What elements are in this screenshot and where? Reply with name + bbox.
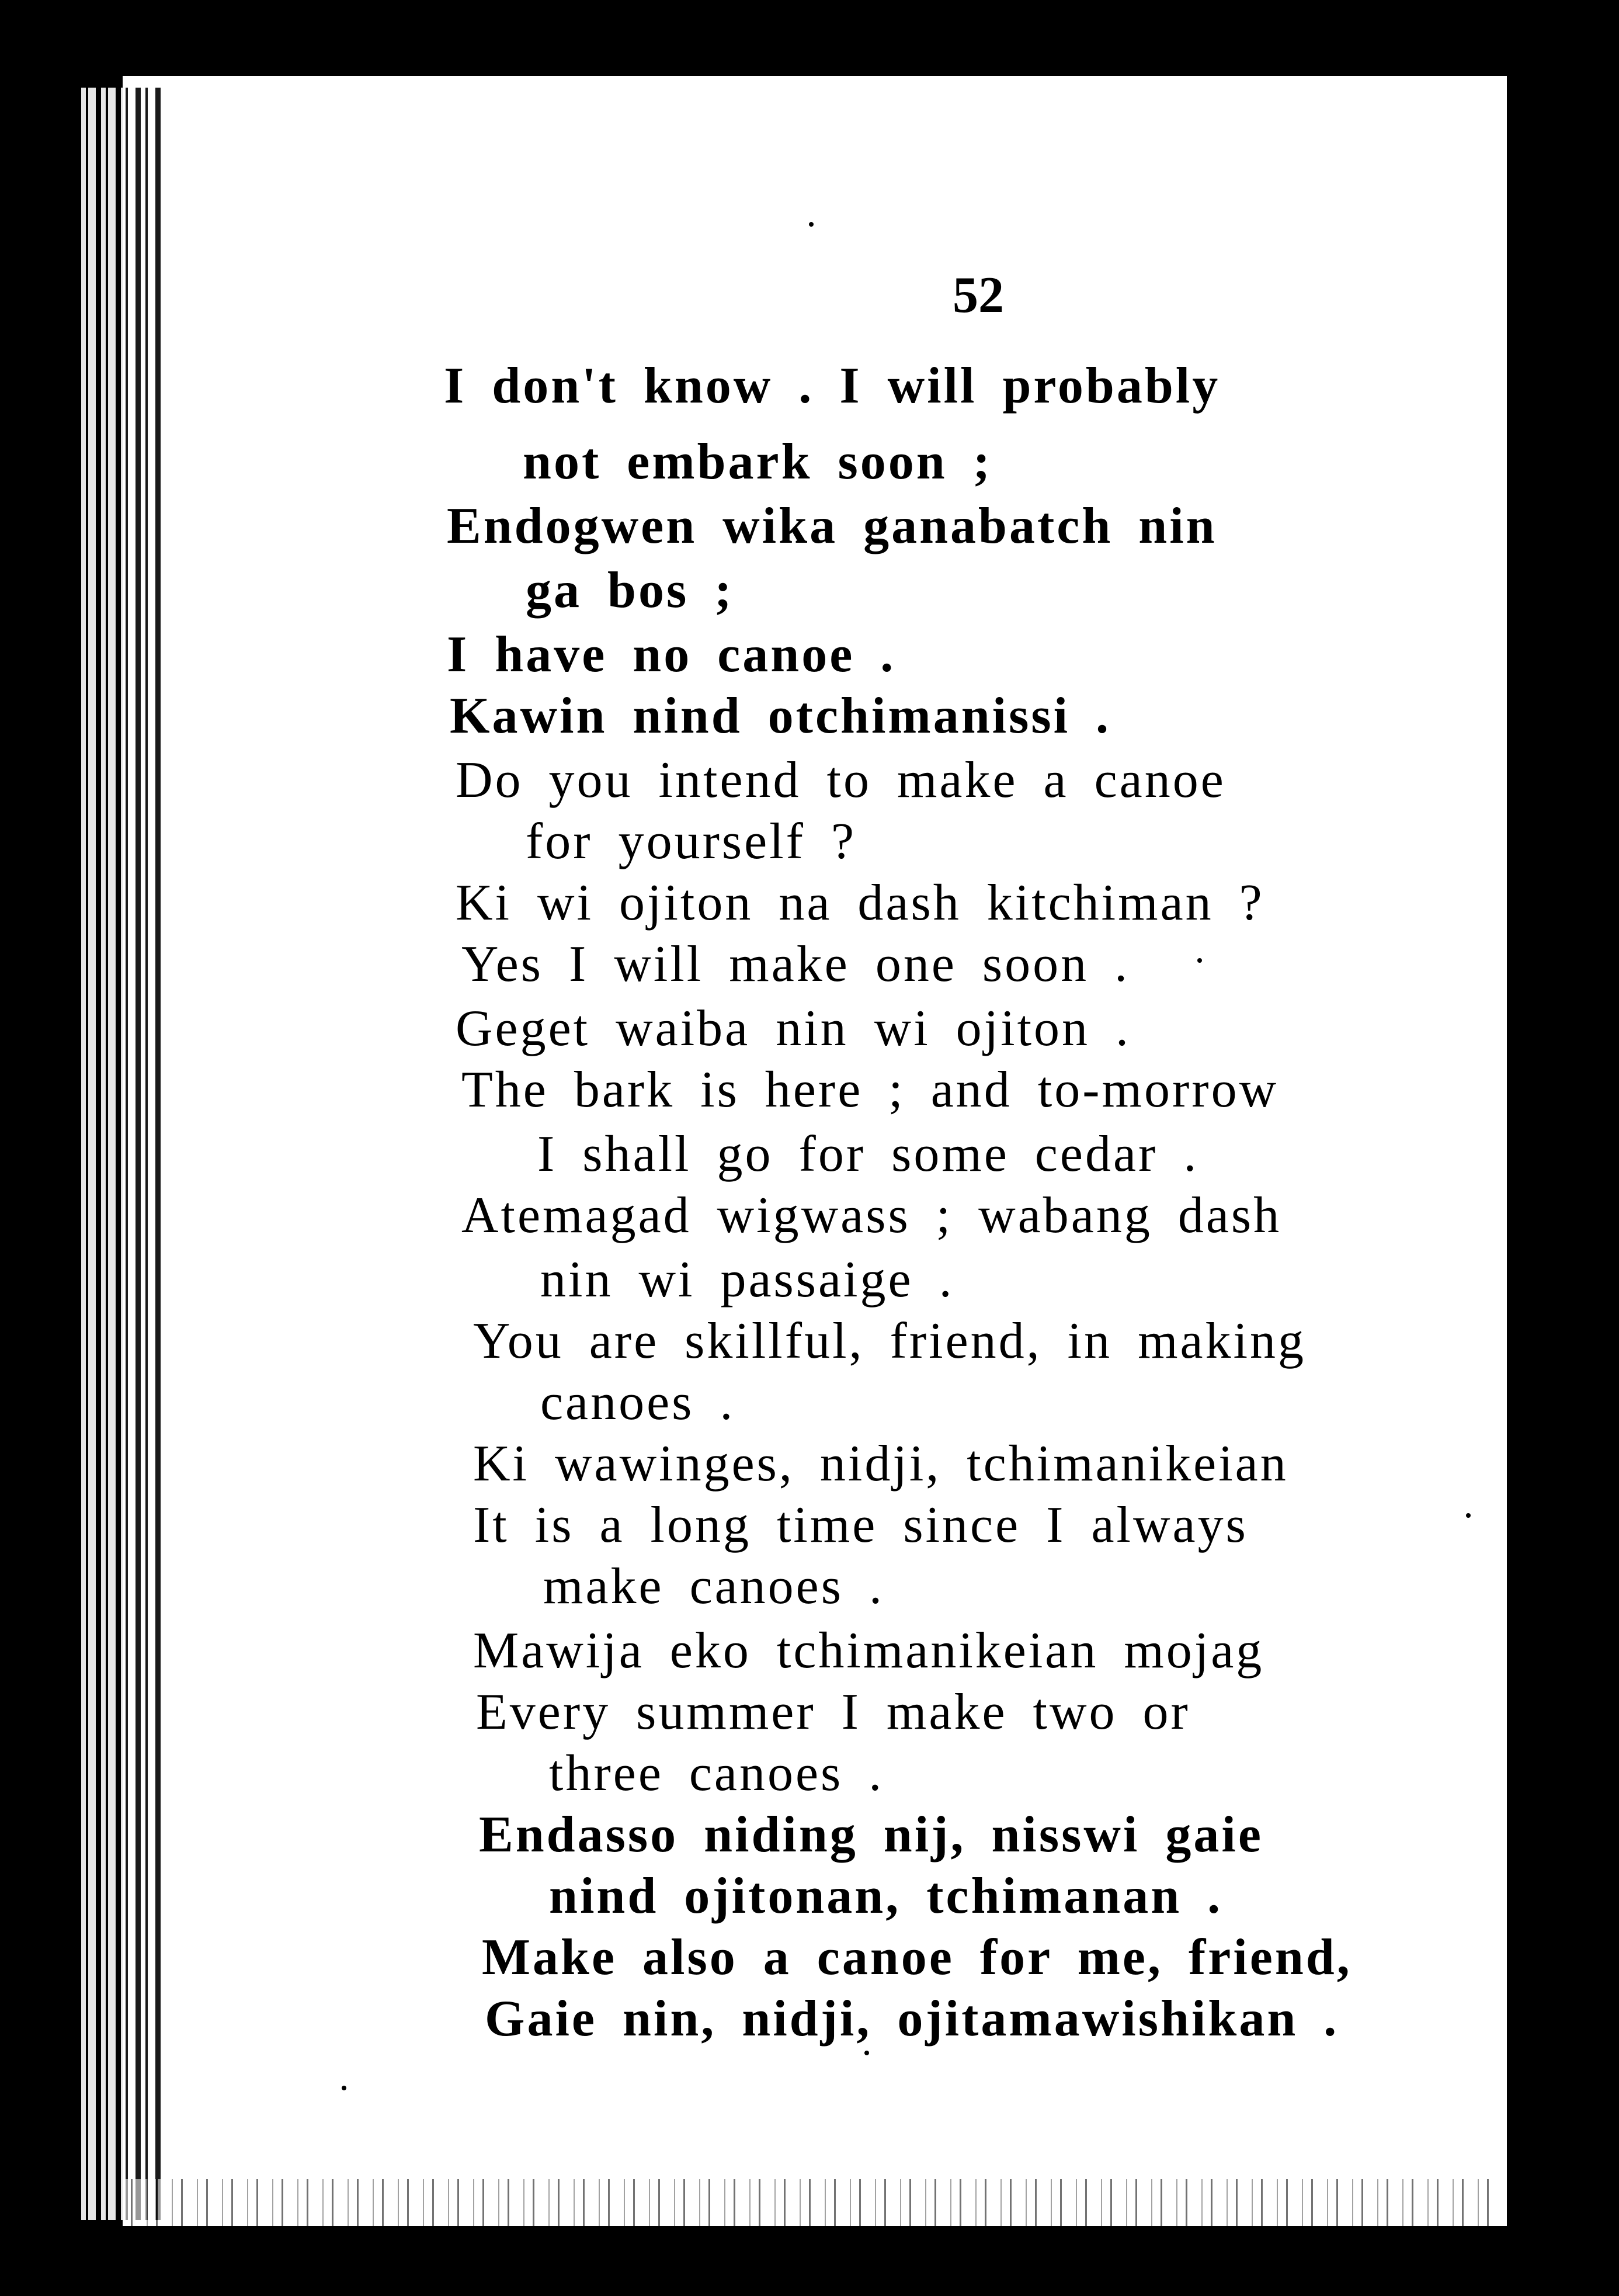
text-line-17: canoes .	[540, 1374, 735, 1431]
text-line-5: I have no canoe .	[447, 626, 896, 683]
text-line-13: I shall go for some cedar .	[537, 1126, 1199, 1182]
page-right-margin	[1501, 76, 1507, 2226]
text-line-16: You are skillful, friend, in making	[473, 1313, 1307, 1369]
text-line-27: Gaie nin, nidji, ojitamawishikan .	[485, 1990, 1339, 2047]
text-line-15: nin wi passaige .	[540, 1251, 954, 1308]
print-speck	[864, 2051, 869, 2055]
text-line-9: Ki wi ojiton na dash kitchiman ?	[456, 875, 1264, 931]
text-line-2: not embark soon ;	[523, 433, 993, 490]
print-speck	[1530, 1665, 1535, 1670]
page-binding-edge	[76, 88, 164, 2220]
text-line-20: make canoes .	[543, 1558, 884, 1615]
text-line-1: I don't know . I will probably	[444, 358, 1221, 414]
text-line-11: Geget waiba nin wi ojiton .	[456, 1000, 1131, 1057]
text-line-3: Endogwen wika ganabatch nin	[447, 498, 1217, 554]
text-line-25: nind ojitonan, tchimanan .	[549, 1868, 1223, 1924]
page-right-shadow	[1519, 82, 1536, 2220]
text-line-23: three canoes .	[549, 1745, 884, 1802]
page-bottom-edge	[123, 2179, 1501, 2226]
text-line-4: ga bos ;	[526, 562, 734, 619]
print-speck	[1197, 958, 1202, 963]
text-line-10: Yes I will make one soon .	[461, 936, 1130, 993]
text-line-24: Endasso niding nij, nisswi gaie	[479, 1806, 1263, 1863]
page-number: 52	[953, 267, 1004, 324]
text-line-14: Atemagad wigwass ; wabang dash	[461, 1187, 1282, 1244]
text-line-6: Kawin nind otchimanissi .	[450, 688, 1111, 744]
print-speck	[1466, 1513, 1471, 1518]
print-speck	[809, 222, 814, 227]
text-line-7: Do you intend to make a canoe	[456, 752, 1226, 809]
text-line-22: Every summer I make two or	[476, 1684, 1190, 1740]
text-line-18: Ki wawinges, nidji, tchimanikeian	[473, 1435, 1288, 1492]
text-line-26: Make also a canoe for me, friend,	[482, 1929, 1352, 1986]
print-speck	[342, 2086, 346, 2090]
text-line-12: The bark is here ; and to-morrow	[461, 1062, 1279, 1118]
text-line-21: Mawija eko tchimanikeian mojag	[473, 1622, 1264, 1679]
text-line-8: for yourself ?	[526, 813, 857, 870]
text-line-19: It is a long time since I always	[473, 1497, 1248, 1553]
